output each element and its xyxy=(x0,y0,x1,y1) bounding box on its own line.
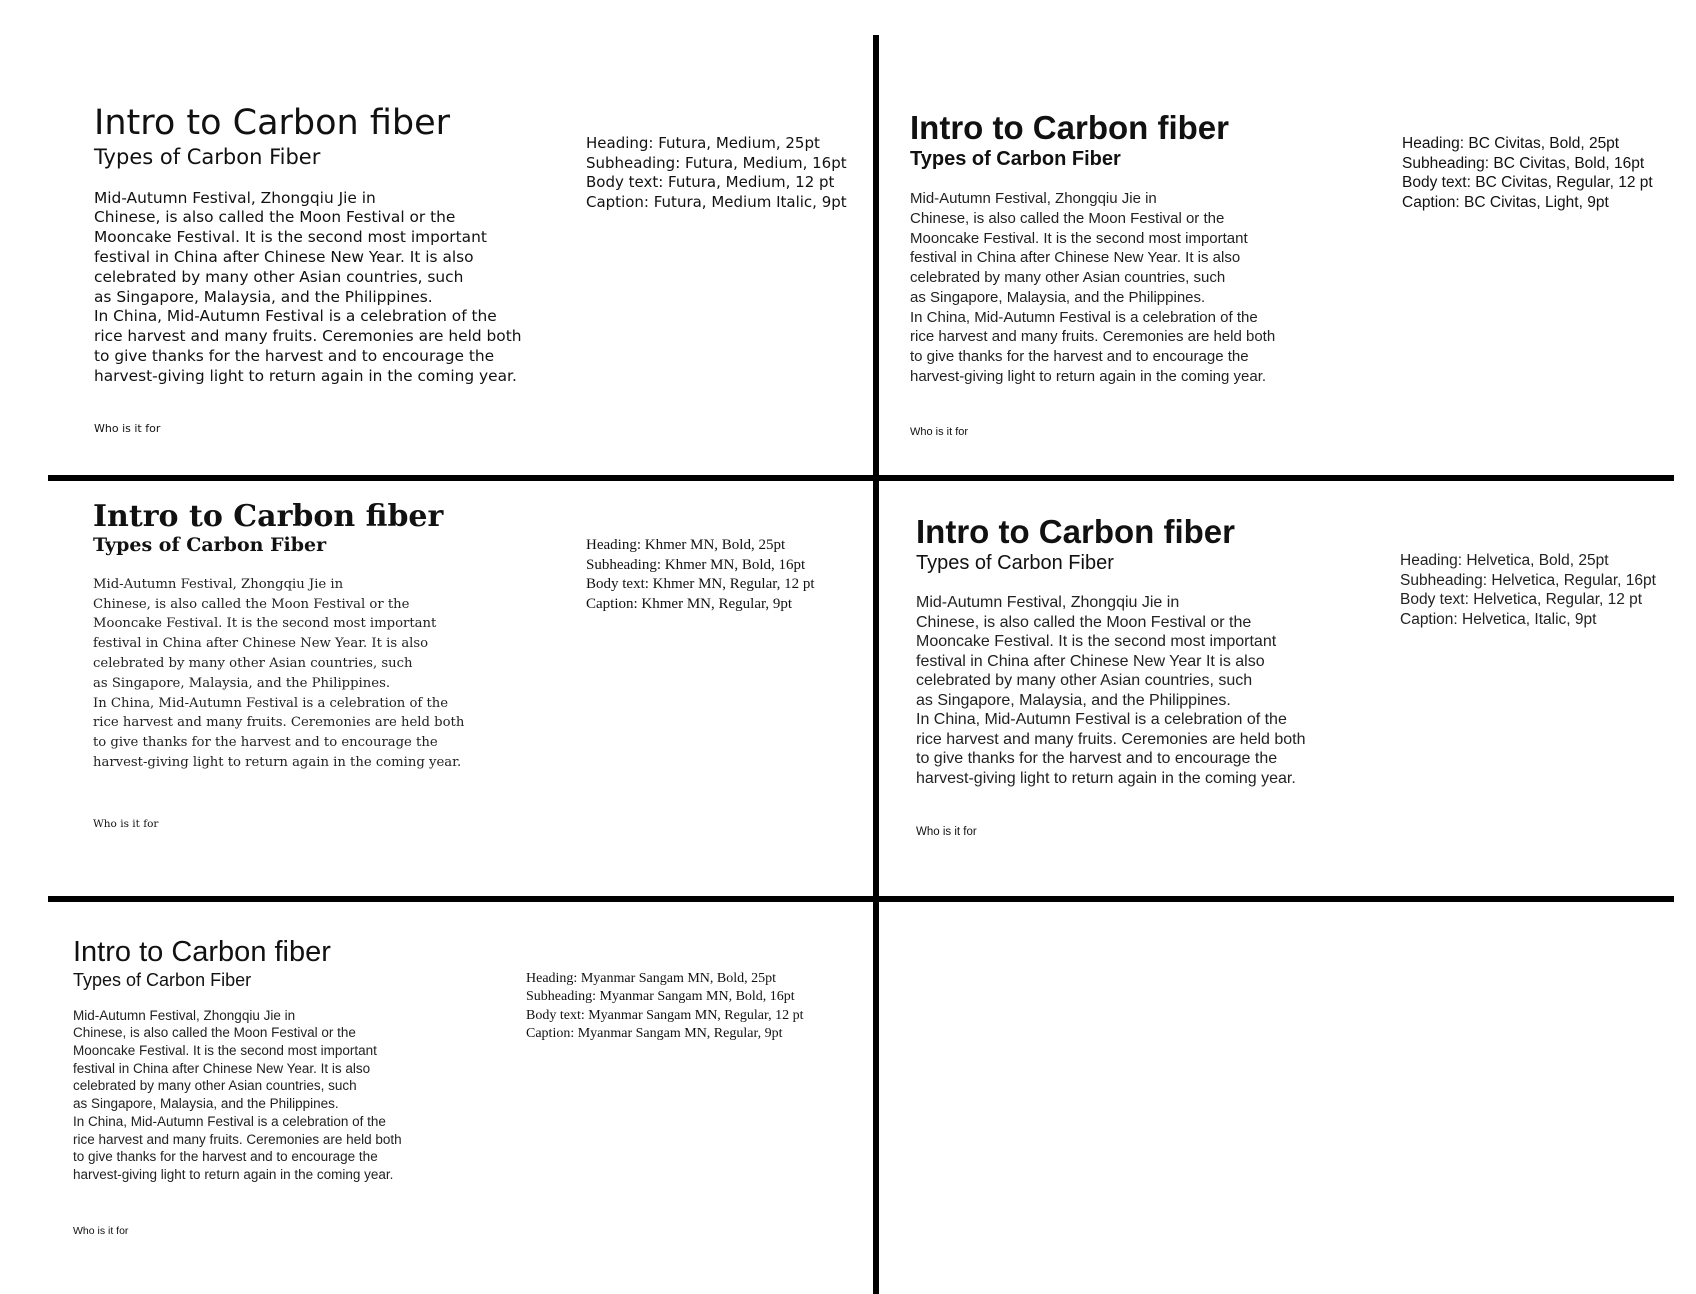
sample-heading: Intro to Carbon fiber xyxy=(94,103,451,143)
sample-heading: Intro to Carbon fiber xyxy=(93,499,444,534)
type-sample-helvetica xyxy=(916,514,1336,854)
sample-caption: Who is it for xyxy=(916,826,977,838)
spec-caption: Caption: BC Civitas, Light, 9pt xyxy=(1402,193,1609,211)
spec-body-text: Body text: Helvetica, Regular, 12 pt xyxy=(1400,591,1643,608)
sample-body-text: Mid-Autumn Festival, Zhongqiu Jie in Chinese, is also called the Moon Festival or the Mooncake Festival. It is the second most important festival in China after Chinese New Year. It is also celebrated by many other Asian countries, such as Singapore, Malaysia, and the Philippines. In China, Mid-Autumn Festival is a celebration of the rice harvest and many fruits. Ceremonies are held both to give thanks for the harvest and to encourage the harvest-giving light to return again in the coming year. xyxy=(93,576,465,771)
horizontal-divider-top xyxy=(48,475,1674,481)
type-spec-list-myanmar-sangam-mn xyxy=(526,970,803,1043)
type-spec-list-helvetica xyxy=(1400,551,1656,629)
sample-subheading: Types of Carbon Fiber xyxy=(94,144,321,169)
sample-caption: Who is it for xyxy=(910,426,969,438)
sample-subheading: Types of Carbon Fiber xyxy=(916,552,1114,575)
sample-caption: Who is it for xyxy=(73,1225,129,1237)
sample-subheading: Types of Carbon Fiber xyxy=(910,148,1121,171)
type-sample-myanmar-sangam-mn xyxy=(73,937,473,1247)
spec-body-text: Body text: Futura, Medium, 12 pt xyxy=(586,173,835,191)
type-spec-list-bc-civitas xyxy=(1402,134,1653,212)
sample-caption: Who is it for xyxy=(94,422,161,435)
sample-body-text: Mid-Autumn Festival, Zhongqiu Jie in Chinese, is also called the Moon Festival or the Mooncake Festival. It is the second most important festival in China after Chinese New Year. It is also celebrated by many other Asian countries, such as Singapore, Malaysia, and the Philippines. In China, Mid-Autumn Festival is a celebration of the rice harvest and many fruits. Ceremonies are held both to give thanks for the harvest and to encourage the harvest-giving light to return again in the coming year. xyxy=(94,188,522,385)
spec-body-text: Body text: Myanmar Sangam MN, Regular, 12 pt xyxy=(526,1007,804,1023)
sample-subheading: Types of Carbon Fiber xyxy=(93,534,327,556)
spec-caption: Caption: Helvetica, Italic, 9pt xyxy=(1400,610,1597,628)
sample-body-text: Mid-Autumn Festival, Zhongqiu Jie in Chinese, is also called the Moon Festival or the Mooncake Festival. It is the second most important festival in China after Chinese New Year It is also celebrated by many other Asian countries, such as Singapore, Malaysia, and the Philippines. In China, Mid-Autumn Festival is a celebration of the rice harvest and many fruits. Ceremonies are held both to give thanks for the harvest and to encourage the harvest-giving light to return again in the coming year. xyxy=(916,594,1306,787)
spec-heading: Heading: Khmer MN, Bold, 25pt xyxy=(586,537,786,553)
sample-heading: Intro to Carbon fiber xyxy=(910,109,1229,146)
vertical-divider xyxy=(873,35,879,1294)
spec-subheading: Subheading: BC Civitas, Bold, 16pt xyxy=(1402,154,1645,172)
sample-caption: Who is it for xyxy=(93,818,159,830)
spec-subheading: Subheading: Helvetica, Regular, 16pt xyxy=(1400,571,1656,589)
sample-body-text: Mid-Autumn Festival, Zhongqiu Jie in Chinese, is also called the Moon Festival or the Mooncake Festival. It is the second most important festival in China after Chinese New Year. It is also celebrated by many other Asian countries, such as Singapore, Malaysia, and the Philippines. In China, Mid-Autumn Festival is a celebration of the rice harvest and many fruits. Ceremonies are held both to give thanks for the harvest and to encourage the harvest-giving light to return again in the coming year. xyxy=(910,190,1276,385)
spec-caption: Caption: Futura, Medium Italic, 9pt xyxy=(586,192,847,211)
type-sample-khmer-mn xyxy=(93,500,493,840)
spec-subheading: Subheading: Myanmar Sangam MN, Bold, 16pt xyxy=(526,989,795,1005)
sample-heading: Intro to Carbon fiber xyxy=(916,513,1235,550)
type-sample-futura xyxy=(94,104,554,444)
sample-heading: Intro to Carbon fiber xyxy=(73,936,331,968)
type-sample-bc-civitas xyxy=(910,110,1330,450)
type-spec-list-khmer-mn xyxy=(586,536,815,614)
spec-heading: Heading: Futura, Medium, 25pt xyxy=(586,134,820,152)
sample-body-text: Mid-Autumn Festival, Zhongqiu Jie in Chinese, is also called the Moon Festival or the Mooncake Festival. It is the second most important festival in China after Chinese New Year. It is also celebrated by many other Asian countries, such as Singapore, Malaysia, and the Philippines. In China, Mid-Autumn Festival is a celebration of the rice harvest and many fruits. Ceremonies are held both to give thanks for the harvest and to encourage the harvest-giving light to return again in the coming year. xyxy=(73,1007,402,1182)
spec-body-text: Body text: Khmer MN, Regular, 12 pt xyxy=(586,576,815,592)
spec-heading: Heading: BC Civitas, Bold, 25pt xyxy=(1402,135,1620,152)
type-spec-list-futura xyxy=(586,134,847,212)
spec-heading: Heading: Myanmar Sangam MN, Bold, 25pt xyxy=(526,971,777,986)
spec-caption: Caption: Myanmar Sangam MN, Regular, 9pt xyxy=(526,1025,783,1041)
spec-heading: Heading: Helvetica, Bold, 25pt xyxy=(1400,552,1609,569)
spec-subheading: Subheading: Futura, Medium, 16pt xyxy=(586,153,847,172)
spec-body-text: Body text: BC Civitas, Regular, 12 pt xyxy=(1402,174,1653,191)
horizontal-divider-bottom xyxy=(48,896,1674,902)
sample-subheading: Types of Carbon Fiber xyxy=(73,969,252,990)
spec-caption: Caption: Khmer MN, Regular, 9pt xyxy=(586,595,793,612)
spec-subheading: Subheading: Khmer MN, Bold, 16pt xyxy=(586,556,806,573)
